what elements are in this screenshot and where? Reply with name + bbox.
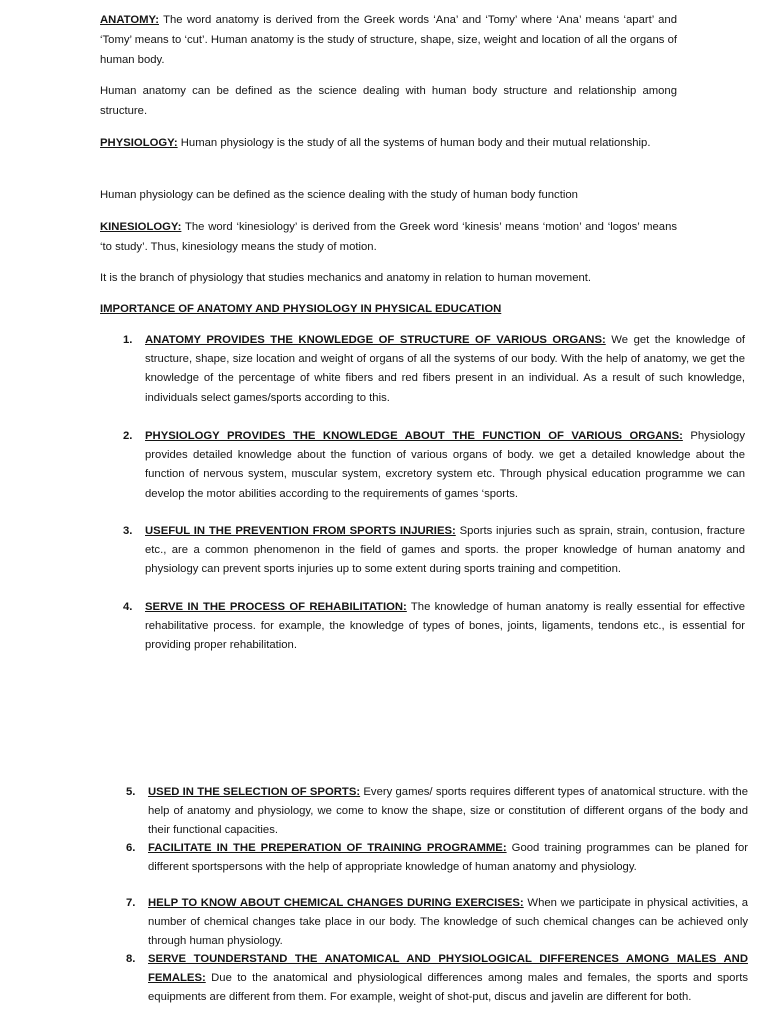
list-item <box>123 598 745 656</box>
physiology-heading: PHYSIOLOGY: <box>100 137 178 149</box>
item-heading: ANATOMY PROVIDES THE KNOWLEDGE OF STRUCTURE OF VARIOUS ORGANS: <box>145 334 606 346</box>
list-item <box>126 839 748 877</box>
physiology-science-paragraph <box>100 185 677 205</box>
kinesiology-definition <box>100 217 677 257</box>
item-number: 2. <box>123 430 133 442</box>
kinesiology-text: The word ‘kinesiology’ is derived from the Greek word ‘kinesis’ means ‘motion’ and ‘logos’ means ‘to study’. Thus, kinesiology means the study of motion. <box>100 221 677 253</box>
item-number: 3. <box>123 525 133 537</box>
item-text: Good training programmes can be planed for different sportspersons with the help of appropriate knowledge of human anatomy and physiology. <box>148 842 748 874</box>
kinesiology-branch-paragraph <box>100 268 677 288</box>
item-heading: SERVE IN THE PROCESS OF REHABILITATION: <box>145 601 407 613</box>
item-number: 7. <box>126 897 136 909</box>
list-item <box>123 331 745 408</box>
item-text: Sports injuries such as sprain, strain, contusion, fracture etc., are a common phenomenon in the field of games and sports. the proper knowledge of human anatomy and physiology can prevent sports injuries up to some extent during sports training and competition. <box>145 525 745 576</box>
physiology-definition <box>100 133 677 153</box>
anatomy-science-text: Human anatomy can be defined as the science dealing with human body structure and relationship among structure. <box>100 85 677 117</box>
section-title: IMPORTANCE OF ANATOMY AND PHYSIOLOGY IN PHYSICAL EDUCATION <box>100 303 502 315</box>
item-number: 5. <box>126 786 136 798</box>
list-item <box>126 783 748 841</box>
item-text: Every games/ sports requires different types of anatomical structure. with the help of anatomy and physiology, we come to know the shape, size or constitution of different organs of the body and their functional capacities. <box>148 786 748 837</box>
kinesiology-branch-text: It is the branch of physiology that studies mechanics and anatomy in relation to human movement. <box>100 272 592 284</box>
item-number: 1. <box>123 334 133 346</box>
item-heading: FACILITATE IN THE PREPERATION OF TRAINING PROGRAMME: <box>148 842 507 854</box>
item-number: 6. <box>126 842 136 854</box>
item-heading: SERVE TOUNDERSTAND THE ANATOMICAL AND PHYSIOLOGICAL DIFFERENCES AMONG MALES AND FEMALES: <box>148 953 748 985</box>
item-text: We get the knowledge of structure, shape, size location and weight of organs of all the systems of our body. With the help of anatomy, we get the knowledge of the percentage of white fibers and red fibers present in an individual. As a result of such knowledge, individuals select games/sports according to this. <box>145 334 745 404</box>
list-item <box>123 427 745 504</box>
kinesiology-heading: KINESIOLOGY: <box>100 221 182 233</box>
list-item <box>126 950 748 1008</box>
item-heading: USEFUL IN THE PREVENTION FROM SPORTS INJURIES: <box>145 525 456 537</box>
item-number: 8. <box>126 953 136 965</box>
item-heading: PHYSIOLOGY PROVIDES THE KNOWLEDGE ABOUT THE FUNCTION OF VARIOUS ORGANS: <box>145 430 683 442</box>
physiology-text: Human physiology is the study of all the systems of human body and their mutual relationship. <box>177 137 651 149</box>
anatomy-heading: ANATOMY: <box>100 14 159 26</box>
anatomy-science-paragraph <box>100 81 677 121</box>
list-item <box>126 894 749 952</box>
item-text: Due to the anatomical and physiological differences among males and females, the sports and sports equipments are different from them. For example, weight of shot-put, discus and javelin are different for both. <box>148 972 748 1004</box>
anatomy-definition <box>100 10 677 70</box>
item-text: Physiology provides detailed knowledge about the function of various organs of body. we get a detailed knowledge about the function of nervous system, muscular system, excretory system etc. Through physical education programme we can develop the motor abilities according to the requirements of games ‘sports. <box>145 430 745 500</box>
anatomy-text: The word anatomy is derived from the Greek words ‘Ana’ and ‘Tomy’ where ‘Ana’ means ‘apart’ and ‘Tomy’ means to ‘cut’. Human anatomy is the study of structure, shape, size, weight and location of all the organs of human body. <box>100 14 677 66</box>
item-number: 4. <box>123 601 133 613</box>
item-text: When we participate in physical activities, a number of chemical changes take place in our body. The knowledge of such chemical changes can be achieved only through human physiology. <box>148 897 749 948</box>
item-heading: USED IN THE SELECTION OF SPORTS: <box>148 786 361 798</box>
item-text: The knowledge of human anatomy is really essential for effective rehabilitative process. for example, the knowledge of types of bones, joints, ligaments, tendons etc., is essential for providing proper rehabilitation. <box>145 601 745 652</box>
list-item <box>123 522 745 580</box>
item-heading: HELP TO KNOW ABOUT CHEMICAL CHANGES DURING EXERCISES: <box>148 897 524 909</box>
physiology-science-text: Human physiology can be defined as the science dealing with the study of human body function <box>100 189 578 201</box>
